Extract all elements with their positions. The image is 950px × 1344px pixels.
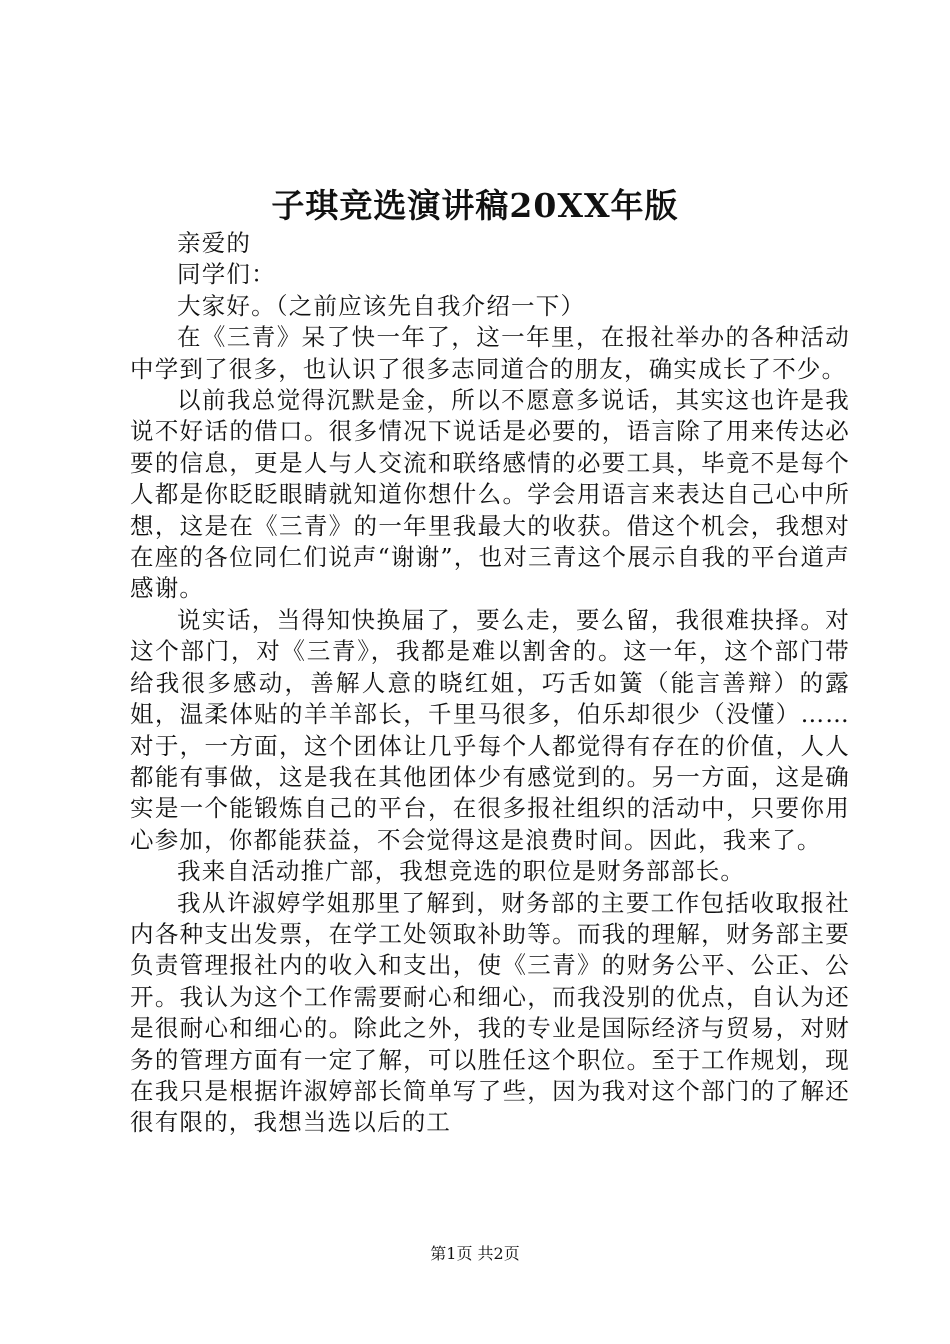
document-body [130, 228, 850, 1139]
paragraph-intro: 在《三青》呆了快一年了，这一年里，在报社举办的各种活动中学到了很多，也认识了很多志同道合的朋友，确实成长了不少。 [130, 323, 850, 383]
page-footer: 第1页 共2页 [430, 1244, 520, 1263]
paragraph-hello: 大家好。（之前应该先自我介绍一下） [177, 291, 586, 320]
paragraph-reflection: 以前我总觉得沉默是金，所以不愿意多说话，其实这也许是我说不好话的借口。很多情况下说话是必要的，语言除了用来传达必要的信息，更是人与人交流和联络感情的必要工具，毕竟不是每个人都是你眨眨眼睛就知道你想什么。学会用语言来表达自己心中所想，这是在《三青》的一年里我最大的收获。借这个机会，我想对在座的各位同仁们说声“谢谢”，也对三青这个展示自我的平台道声感谢。 [130, 386, 850, 603]
paragraph-greeting: 亲爱的 [177, 229, 252, 257]
paragraph-greeting-audience: 同学们： [177, 260, 276, 289]
paragraph-decision: 说实话，当得知快换届了，要么走，要么留，我很难抉择。对这个部门，对《三青》，我都是难以割舍的。这一年，这个部门带给我很多感动，善解人意的晓红姐，巧舌如簧（能言善辩）的露姐，温柔体贴的羊羊部长，千里马很多，伯乐却很少（没懂）……对于，一方面，这个团体让几乎每个人都觉得有存在的价值，人人都能有事做，这是我在其他团体少有感觉到的。另一方面，这是确实是一个能锻炼自己的平台，在很多报社组织的活动中，只要你用心参加，你都能获益，不会觉得这是浪费时间。因此，我来了。 [130, 605, 850, 854]
document-title: 子琪竞选演讲稿20XX年版 [271, 186, 679, 225]
paragraph-position: 我来自活动推广部，我想竞选的职位是财务部部长。 [177, 857, 746, 886]
paragraph-duties: 我从许淑婷学姐那里了解到，财务部的主要工作包括收取报社内各种支出发票，在学工处领取补助等。而我的理解，财务部主要负责管理报社内的收入和支出，使《三青》的财务公平、公正、公开。我认为这个工作需要耐心和细心，而我没别的优点，自认为还是很耐心和细心的。除此之外，我的专业是国际经济与贸易，对财务的管理方面有一定了解，可以胜任这个职位。至于工作规划，现在我只是根据许淑婷部长简单写了些，因为我对这个部门的了解还很有限的，我想当选以后的工 [130, 888, 850, 1137]
